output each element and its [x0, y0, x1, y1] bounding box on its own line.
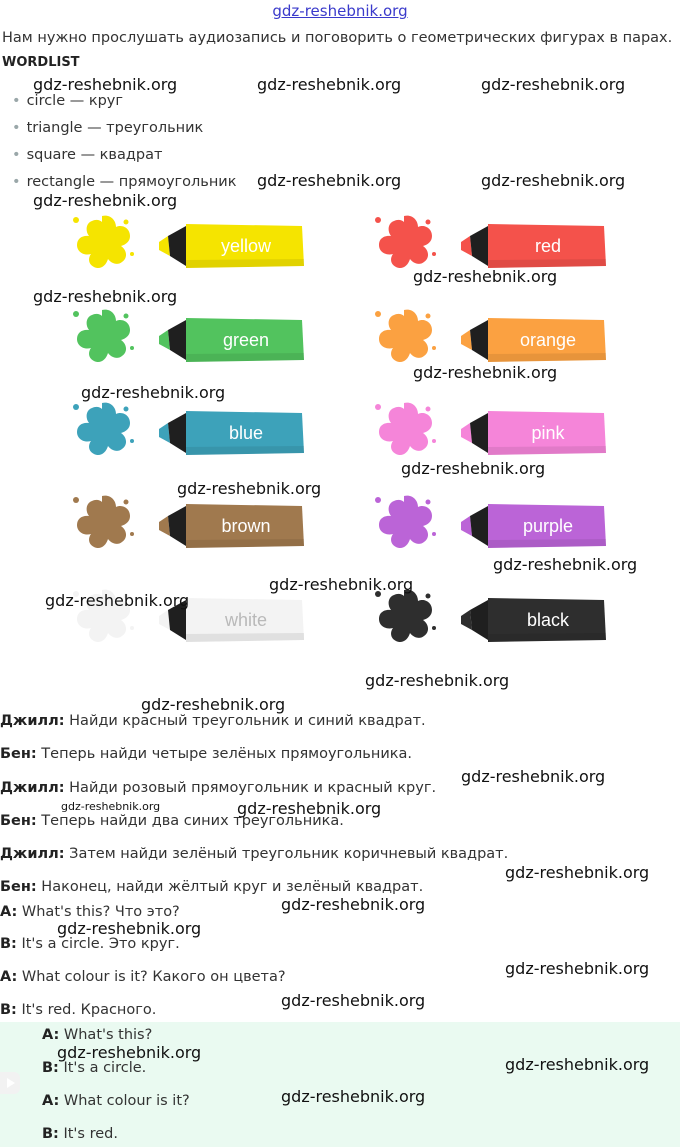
marker-collar-icon [470, 600, 488, 640]
practice-line: B: It's a circle. [42, 1060, 147, 1076]
highlighter-purple [374, 492, 610, 560]
paint-splat-icon [77, 403, 130, 455]
watermark: gdz-reshebnik.org [269, 575, 414, 594]
marker-collar-icon [168, 320, 186, 360]
paint-drop-icon [426, 500, 431, 505]
paint-splat-icon [77, 216, 130, 268]
highlighter-label: black [526, 610, 570, 630]
marker-collar-icon [470, 413, 488, 453]
watermark: gdz-reshebnik.org [33, 191, 178, 210]
paint-drop-icon [130, 532, 134, 536]
wordlist-item: • square — квадрат [12, 147, 162, 163]
watermark: gdz-reshebnik.org [505, 863, 650, 882]
highlighter-blue [72, 399, 308, 467]
watermark: gdz-reshebnik.org [57, 919, 202, 938]
watermark: gdz-reshebnik.org [281, 991, 426, 1010]
example-line: B: It's red. Красного. [0, 1002, 157, 1018]
marker-shade-icon [186, 353, 304, 362]
paint-drop-icon [73, 217, 79, 223]
example-line: A: What's this? Что это? [0, 904, 180, 920]
highlighter-pink [374, 399, 610, 467]
marker-shade-icon [488, 633, 606, 642]
paint-drop-icon [124, 500, 129, 505]
paint-splat-icon [77, 310, 130, 362]
paint-drop-icon [426, 594, 431, 599]
watermark: gdz-reshebnik.org [177, 479, 322, 498]
watermark: gdz-reshebnik.org [257, 75, 402, 94]
paint-drop-icon [124, 220, 129, 225]
marker-collar-icon [168, 226, 186, 266]
marker-shade-icon [186, 446, 304, 455]
marker-shade-icon [488, 353, 606, 362]
paint-drop-icon [73, 497, 79, 503]
marker-collar-icon [168, 506, 186, 546]
watermark: gdz-reshebnik.org [365, 671, 510, 690]
watermark: gdz-reshebnik.org [237, 799, 382, 818]
paint-drop-icon [375, 404, 381, 410]
watermark: gdz-reshebnik.org [413, 363, 558, 382]
marker-collar-icon [470, 320, 488, 360]
dialogue-line: Джилл: Найди красный треугольник и синий квадрат. [0, 713, 426, 729]
watermark: gdz-reshebnik.org [33, 75, 178, 94]
dialogue-line: Бен: Наконец, найди жёлтый круг и зелёный квадрат. [0, 879, 424, 895]
paint-splat-icon [379, 496, 432, 548]
watermark: gdz-reshebnik.org [257, 171, 402, 190]
marker-shade-icon [488, 446, 606, 455]
paint-splat-icon [379, 403, 432, 455]
paint-drop-icon [375, 497, 381, 503]
highlighter-label: purple [522, 516, 574, 536]
marker-shade-icon [186, 259, 304, 268]
example-line: B: It's a circle. Это круг. [0, 936, 180, 952]
highlighter-yellow [72, 212, 308, 280]
wordlist-item: • triangle — треугольник [12, 120, 203, 136]
watermark: gdz-reshebnik.org [141, 695, 286, 714]
paint-drop-icon [375, 311, 381, 317]
paint-drop-icon [130, 626, 134, 630]
marker-shade-icon [186, 539, 304, 548]
watermark: gdz-reshebnik.org [281, 895, 426, 914]
dialogue-line: Джилл: Затем найди зелёный треугольник коричневый квадрат. [0, 846, 509, 862]
highlighter-label: green [222, 330, 270, 350]
paint-splat-icon [77, 496, 130, 548]
highlighter-label: red [534, 236, 562, 256]
paint-drop-icon [130, 346, 134, 350]
marker-collar-icon [470, 506, 488, 546]
paint-drop-icon [375, 217, 381, 223]
marker-collar-icon [470, 226, 488, 266]
watermark: gdz-reshebnik.org [505, 959, 650, 978]
paint-splat-icon [379, 590, 432, 642]
paint-splat-icon [379, 216, 432, 268]
paint-drop-icon [432, 346, 436, 350]
wordlist-title: WORDLIST [2, 55, 80, 70]
intro-text: Нам нужно прослушать аудиозапись и поговорить о геометрических фигурах в парах. [2, 30, 673, 46]
paint-drop-icon [130, 439, 134, 443]
marker-shade-icon [186, 633, 304, 642]
marker-collar-icon [168, 413, 186, 453]
watermark: gdz-reshebnik.org [505, 1055, 650, 1074]
highlighter-label: white [224, 610, 268, 630]
dialogue-line: Бен: Теперь найди четыре зелёных прямоугольника. [0, 746, 413, 762]
dialogue-line: Джилл: Найди розовый прямоугольник и красный круг. [0, 780, 437, 796]
site-link[interactable]: gdz-reshebnik.org [272, 2, 408, 20]
practice-line: A: What colour is it? [42, 1093, 190, 1109]
watermark: gdz-reshebnik.org [481, 171, 626, 190]
watermark: gdz-reshebnik.org [57, 1043, 202, 1062]
watermark: gdz-reshebnik.org [33, 287, 178, 306]
watermark: gdz-reshebnik.org [45, 591, 190, 610]
watermark: gdz-reshebnik.org [493, 555, 638, 574]
watermark: gdz-reshebnik.org [461, 767, 606, 786]
paint-drop-icon [73, 311, 79, 317]
highlighter-label: pink [531, 423, 565, 443]
example-line: A: What colour is it? Какого он цвета? [0, 969, 286, 985]
paint-splat-icon [379, 310, 432, 362]
paint-drop-icon [73, 404, 79, 410]
paint-drop-icon [130, 252, 134, 256]
highlighter-label: blue [228, 423, 264, 443]
highlighter-label: brown [221, 516, 271, 536]
paint-drop-icon [432, 626, 436, 630]
highlighter-green [72, 306, 308, 374]
paint-drop-icon [124, 314, 129, 319]
watermark: gdz-reshebnik.org [401, 459, 546, 478]
watermark: gdz-reshebnik.org [481, 75, 626, 94]
practice-line: A: What's this? [42, 1027, 153, 1043]
highlighter-label: orange [519, 330, 577, 350]
practice-line: B: It's red. [42, 1126, 118, 1142]
paint-drop-icon [124, 407, 129, 412]
highlighter-brown [72, 492, 308, 560]
watermark: gdz-reshebnik.org [413, 267, 558, 286]
paint-drop-icon [432, 439, 436, 443]
wordlist-item: • rectangle — прямоугольник [12, 174, 237, 190]
paint-drop-icon [432, 252, 436, 256]
play-audio-button[interactable] [0, 1072, 20, 1094]
wordlist-item: • circle — круг [12, 93, 123, 109]
watermark: gdz-reshebnik.org [61, 800, 161, 813]
watermark: gdz-reshebnik.org [81, 383, 226, 402]
paint-drop-icon [426, 314, 431, 319]
watermark: gdz-reshebnik.org [281, 1087, 426, 1106]
marker-shade-icon [488, 539, 606, 548]
paint-drop-icon [432, 532, 436, 536]
highlighter-label: yellow [220, 236, 272, 256]
dialogue-line: Бен: Теперь найди два синих треугольника. [0, 813, 344, 829]
highlighter-black [374, 586, 610, 654]
paint-drop-icon [426, 407, 431, 412]
paint-drop-icon [426, 220, 431, 225]
